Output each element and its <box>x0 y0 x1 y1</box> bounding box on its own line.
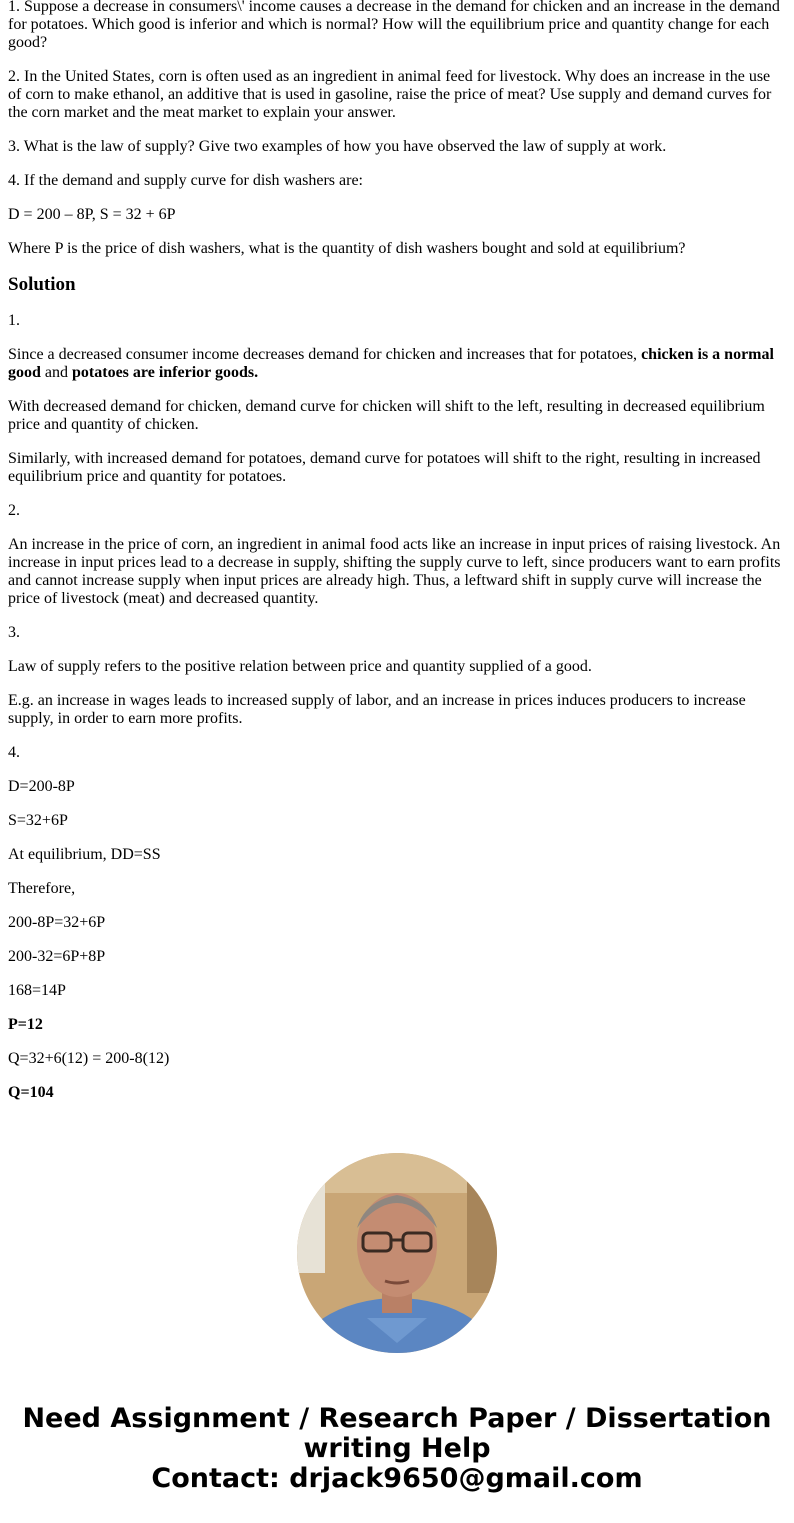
question-4-prompt: Where P is the price of dish washers, what is the quantity of dish washers bought and sold at equilibrium? <box>8 240 686 257</box>
answer-1-conjunction: and <box>40 364 73 381</box>
answer-1-paragraph-3: Similarly, with increased demand for potatoes, demand curve for potatoes will shift to the right, resulting in increased equilibrium price and quantity for potatoes. <box>8 450 761 485</box>
answer-1-paragraph-1 <box>8 346 784 382</box>
answer-4-line: At equilibrium, DD=SS <box>8 846 161 863</box>
answer-4-price-result <box>8 1016 784 1034</box>
answer-2-paragraph-1: An increase in the price of corn, an ingredient in animal food acts like an increase in input prices of raising livestock. An increase in input prices lead to a decrease in supply, shifting the supply curve to left, since producers want to earn profits and cannot increase supply when input prices are already high. Thus, a leftward shift in supply curve will increase the price of livestock (meat) and decreased quantity. <box>8 536 781 607</box>
solution-heading: Solution <box>8 274 76 295</box>
answer-1-number: 1. <box>8 312 20 329</box>
question-4: 4. If the demand and supply curve for dish washers are: <box>8 172 363 189</box>
author-portrait <box>297 1153 497 1353</box>
promo-line-2: writing Help <box>303 1433 491 1464</box>
answer-4-quantity-line: Q=32+6(12) = 200-8(12) <box>8 1050 170 1067</box>
question-2: 2. In the United States, corn is often used as an ingredient in animal feed for livestock. Why does an increase in the use of corn to make ethanol, an additive that is used in gasoline, raise the price of meat? Use supply and demand curves for the corn market and the meat market to explain your answer. <box>8 68 772 121</box>
question-3: 3. What is the law of supply? Give two examples of how you have observed the law of supply at work. <box>8 138 667 155</box>
answer-4-quantity-result <box>8 1084 784 1102</box>
document-body <box>8 0 784 1118</box>
promo-line-1: Need Assignment / Research Paper / Dissertation <box>22 1403 772 1434</box>
promo-banner <box>0 1404 794 1494</box>
answer-4-line: D=200-8P <box>8 778 75 795</box>
equilibrium-quantity: Q=104 <box>8 1084 54 1101</box>
answer-2-number: 2. <box>8 502 20 519</box>
answer-4-line: 200-32=6P+8P <box>8 948 106 965</box>
equilibrium-price: P=12 <box>8 1016 43 1033</box>
answer-4-line: Therefore, <box>8 880 76 897</box>
answer-3-number: 3. <box>8 624 20 641</box>
answer-4-line: 168=14P <box>8 982 66 999</box>
portrait-image <box>297 1153 497 1353</box>
answer-1-normal-good: chicken is a normal good <box>8 346 774 381</box>
answer-4-line: 200-8P=32+6P <box>8 914 106 931</box>
answer-1-text: Since a decreased consumer income decreases demand for chicken and increases that for potatoes, <box>8 346 642 363</box>
question-4-equations: D = 200 – 8P, S = 32 + 6P <box>8 206 176 223</box>
answer-1-inferior-good: potatoes are inferior goods. <box>72 364 259 381</box>
answer-4-line: S=32+6P <box>8 812 68 829</box>
answer-1-paragraph-2: With decreased demand for chicken, demand curve for chicken will shift to the left, resulting in decreased equilibrium price and quantity of chicken. <box>8 398 765 433</box>
answer-3-paragraph-1: Law of supply refers to the positive relation between price and quantity supplied of a good. <box>8 658 592 675</box>
answer-3-paragraph-2: E.g. an increase in wages leads to increased supply of labor, and an increase in prices induces producers to increase supply, in order to earn more profits. <box>8 692 746 727</box>
contact-email: Contact: drjack9650@gmail.com <box>151 1463 643 1494</box>
answer-4-number: 4. <box>8 744 20 761</box>
question-1: 1. Suppose a decrease in consumers\' income causes a decrease in the demand for chicken and an increase in the demand for potatoes. Which good is inferior and which is normal? How will the equilibrium price and quantity change for each good? <box>8 0 780 51</box>
